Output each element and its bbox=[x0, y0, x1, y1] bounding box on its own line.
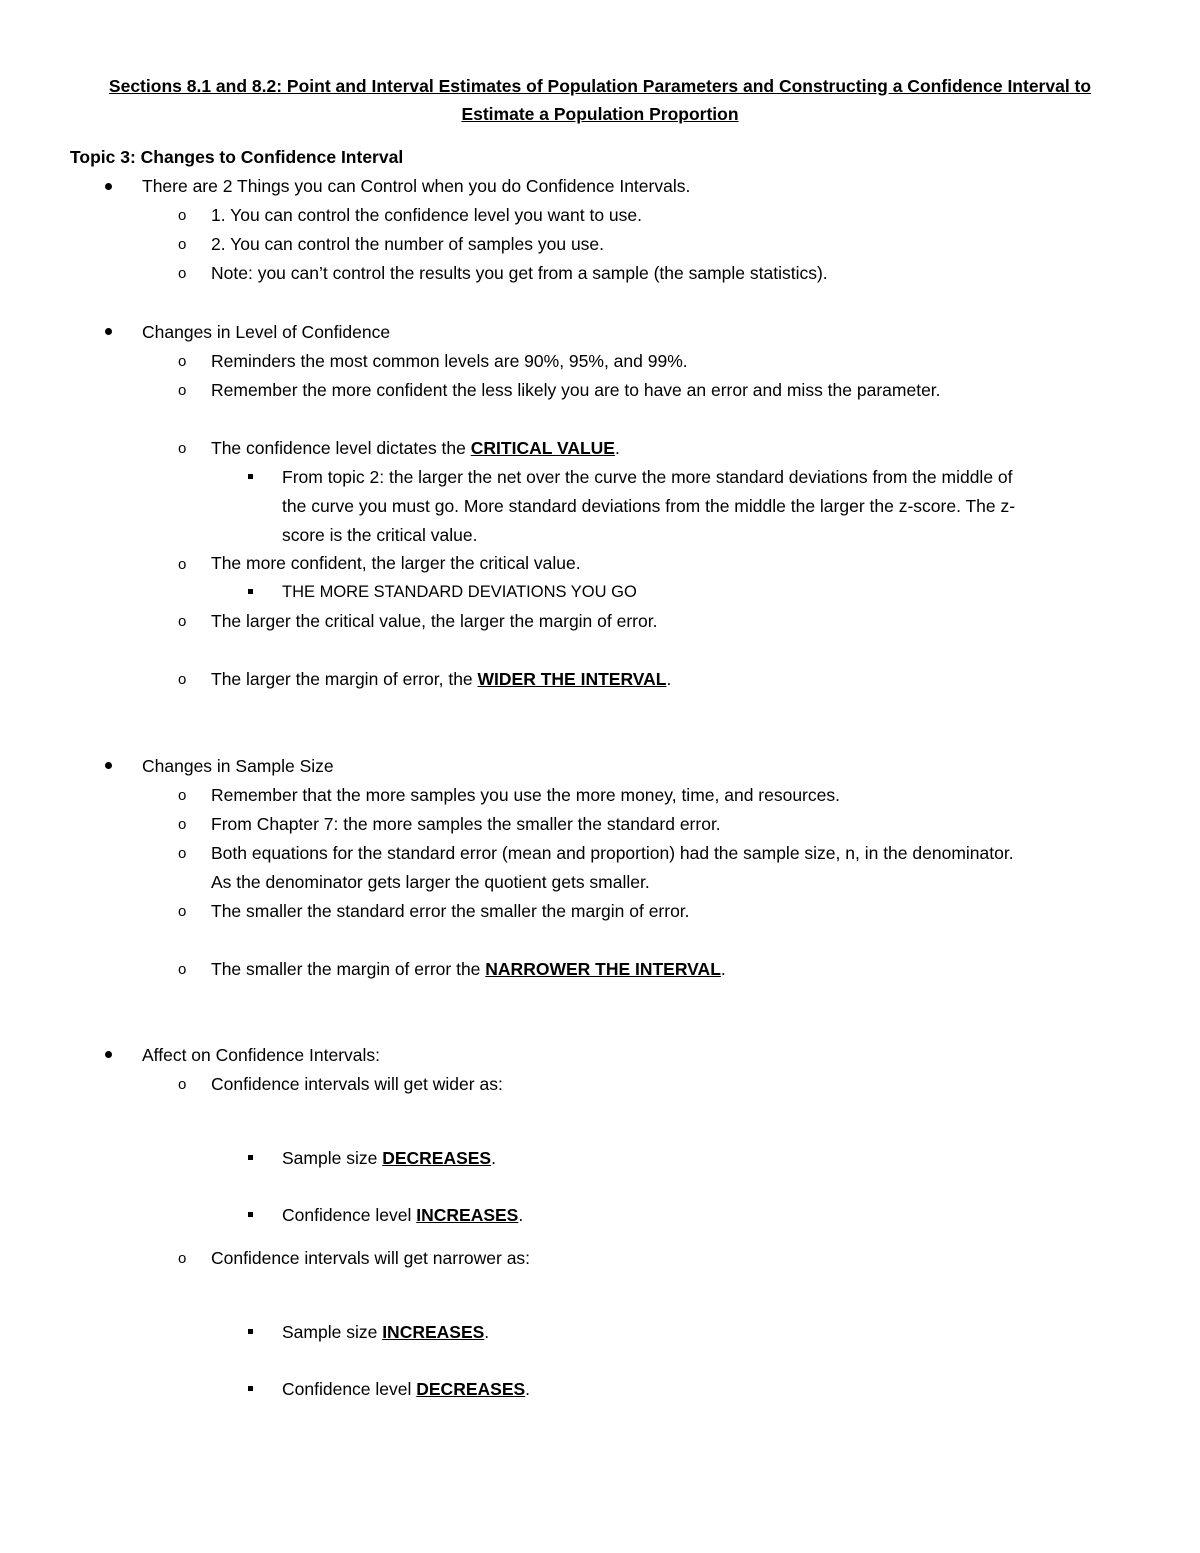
level-wider-text: The larger the margin of error, the bbox=[211, 669, 478, 689]
level-label: Changes in Level of Confidence bbox=[142, 322, 391, 342]
affect-narrower-item-1-text: Sample size bbox=[282, 1322, 383, 1342]
period: . bbox=[614, 438, 620, 458]
level-remember: Remember the more confident the less likely you are to have an error and miss the parameter. bbox=[211, 380, 941, 400]
critical-value-emphasis: CRITICAL VALUE bbox=[470, 438, 615, 458]
square-bullet bbox=[248, 589, 253, 594]
sub-bullet-marker: o bbox=[178, 787, 187, 804]
affect-narrower: Confidence intervals will get narrower as: bbox=[211, 1248, 531, 1268]
decreases-emphasis: DECREASES bbox=[416, 1379, 526, 1399]
wider-interval-emphasis: WIDER THE INTERVAL bbox=[477, 669, 667, 689]
affect-wider-item-2-text: Confidence level bbox=[282, 1205, 417, 1225]
sample-smaller-se: The smaller the standard error the smaller the margin of error. bbox=[211, 901, 690, 921]
sub-bullet-marker: o bbox=[178, 265, 187, 282]
period: . bbox=[484, 1322, 490, 1342]
bullet-dot bbox=[105, 328, 112, 335]
sub-bullet-marker: o bbox=[178, 1250, 187, 1267]
affect-label: Affect on Confidence Intervals: bbox=[142, 1045, 381, 1065]
affect-wider-item-1-text: Sample size bbox=[282, 1148, 383, 1168]
sample-narrower bbox=[211, 957, 726, 981]
sample-remember: Remember that the more samples you use the more money, time, and resources. bbox=[211, 785, 840, 805]
things-item-1: 1. You can control the confidence level you want to use. bbox=[211, 205, 642, 225]
period: . bbox=[666, 669, 672, 689]
topic2-line-3: score is the critical value. bbox=[282, 525, 478, 545]
period: . bbox=[518, 1205, 524, 1225]
square-bullet bbox=[248, 1212, 253, 1217]
level-larger-cv: The larger the critical value, the larger the margin of error. bbox=[211, 611, 658, 631]
topic-heading: Topic 3: Changes to Confidence Interval bbox=[70, 147, 404, 167]
topic2-line-1: From topic 2: the larger the net over the curve the more standard deviations from the middle of bbox=[282, 467, 1013, 487]
affect-narrower-item-2 bbox=[282, 1377, 530, 1401]
level-wider bbox=[211, 667, 671, 691]
topic2-line-2: the curve you must go. More standard deviations from the middle the larger the z-score. The z- bbox=[282, 496, 1016, 516]
decreases-emphasis: DECREASES bbox=[382, 1148, 492, 1168]
sample-both-line-2: As the denominator gets larger the quotient gets smaller. bbox=[211, 872, 650, 892]
level-dictates-text: The confidence level dictates the bbox=[211, 438, 471, 458]
level-reminders: Reminders the most common levels are 90%, 95%, and 99%. bbox=[211, 351, 688, 371]
affect-wider: Confidence intervals will get wider as: bbox=[211, 1074, 503, 1094]
document-title-line-1: Sections 8.1 and 8.2: Point and Interval Estimates of Population Parameters and Constructing a Confidence Interval to bbox=[108, 76, 1092, 96]
square-bullet bbox=[248, 1155, 253, 1160]
bullet-dot bbox=[105, 1051, 112, 1058]
sub-bullet-marker: o bbox=[178, 816, 187, 833]
sub-bullet-marker: o bbox=[178, 236, 187, 253]
sample-chapter7: From Chapter 7: the more samples the smaller the standard error. bbox=[211, 814, 721, 834]
affect-narrower-item-2-text: Confidence level bbox=[282, 1379, 417, 1399]
things-item-3: Note: you can’t control the results you get from a sample (the sample statistics). bbox=[211, 263, 828, 283]
sub-bullet-marker: o bbox=[178, 845, 187, 862]
sub-bullet-marker: o bbox=[178, 556, 187, 573]
sub-bullet-marker: o bbox=[178, 1076, 187, 1093]
square-bullet bbox=[248, 1329, 253, 1334]
level-more-confident: The more confident, the larger the critical value. bbox=[211, 553, 581, 573]
narrower-interval-emphasis: NARROWER THE INTERVAL bbox=[485, 959, 721, 979]
sub-bullet-marker: o bbox=[178, 961, 187, 978]
sub-bullet-marker: o bbox=[178, 671, 187, 688]
document-title-line-2: Estimate a Population Proportion bbox=[461, 104, 739, 124]
things-item-2: 2. You can control the number of samples you use. bbox=[211, 234, 605, 254]
sample-both-line-1: Both equations for the standard error (mean and proportion) had the sample size, n, in the denominator. bbox=[211, 843, 1014, 863]
sub-bullet-marker: o bbox=[178, 207, 187, 224]
sub-bullet-marker: o bbox=[178, 353, 187, 370]
increases-emphasis: INCREASES bbox=[382, 1322, 485, 1342]
affect-wider-item-2 bbox=[282, 1203, 523, 1227]
affect-wider-item-1 bbox=[282, 1146, 496, 1170]
bullet-dot bbox=[105, 183, 112, 190]
square-bullet bbox=[248, 1386, 253, 1391]
sample-narrower-text: The smaller the margin of error the bbox=[211, 959, 486, 979]
period: . bbox=[720, 959, 726, 979]
square-bullet bbox=[248, 474, 253, 479]
affect-narrower-item-1 bbox=[282, 1320, 489, 1344]
things-label: There are 2 Things you can Control when you do Confidence Intervals. bbox=[142, 176, 691, 196]
sub-bullet-marker: o bbox=[178, 382, 187, 399]
period: . bbox=[525, 1379, 531, 1399]
period: . bbox=[491, 1148, 496, 1168]
sub-bullet-marker: o bbox=[178, 613, 187, 630]
level-more-sd: THE MORE STANDARD DEVIATIONS YOU GO bbox=[282, 583, 637, 601]
sub-bullet-marker: o bbox=[178, 903, 187, 920]
sub-bullet-marker: o bbox=[178, 440, 187, 457]
sample-label: Changes in Sample Size bbox=[142, 756, 334, 776]
bullet-dot bbox=[105, 762, 112, 769]
level-dictates bbox=[211, 436, 620, 460]
increases-emphasis: INCREASES bbox=[416, 1205, 519, 1225]
